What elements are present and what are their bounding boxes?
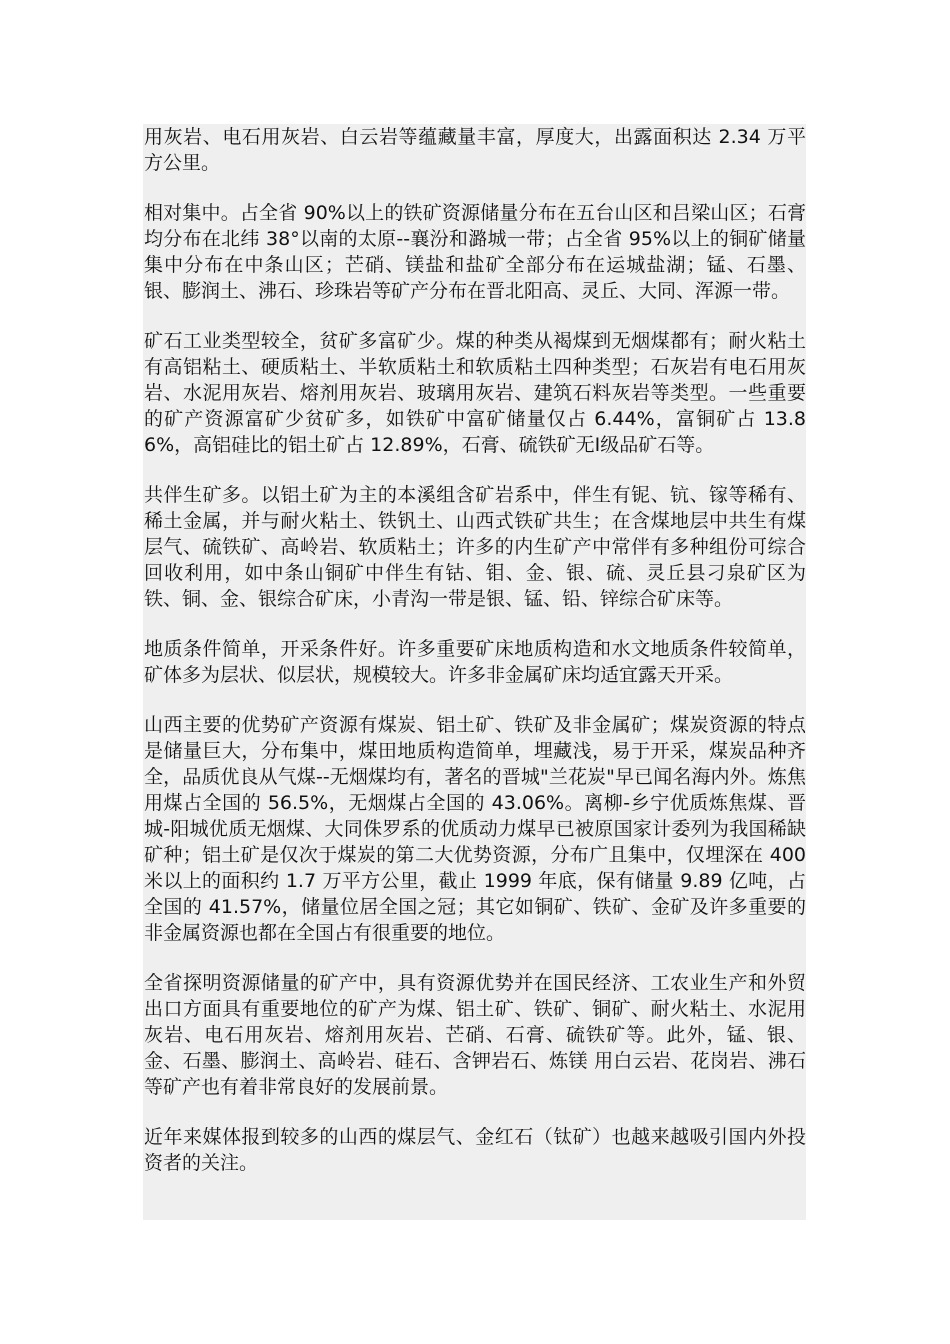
paragraph-5: 地质条件简单，开采条件好。许多重要矿床地质构造和水文地质条件较简单，矿体多为层状、似层状，规模较大。许多非金属矿床均适宜露天开采。 xyxy=(144,638,806,686)
paragraph-4: 共伴生矿多。以铝土矿为主的本溪组含矿岩系中，伴生有铌、钪、镓等稀有、稀土金属，并与耐火粘土、铁钒土、山西式铁矿共生；在含煤地层中共生有煤层气、硫铁矿、高岭岩、软质粘土；许多的内生矿产中常伴有多种组份可综合回收利用，如中条山铜矿中伴生有钴、钼、金、银、硫、灵丘县刁泉矿区为铁、铜、金、银综合矿床，小青沟一带是银、锰、铅、锌综合矿床等。 xyxy=(144,484,806,610)
paragraph-6: 山西主要的优势矿产资源有煤炭、铝土矿、铁矿及非金属矿；煤炭资源的特点是储量巨大，分布集中，煤田地质构造简单，埋藏浅，易于开采，煤炭品种齐全，品质优良从气煤--无烟煤均有，著名的晋城"兰花炭"早已闻名海内外。炼焦用煤占全国的 56.5%，无烟煤占全国的 43.06%。离柳-乡宁优质炼焦煤、晋城-阳城优质无烟煤、大同侏罗系的优质动力煤早已被原国家计委列为我国稀缺矿种；铝土矿是仅次于煤炭的第二大优势资源，分布广且集中，仅埋深在 400 米以上的面积约 1.7 万平方公里，截止 1999 年底，保有储量 9.89 亿吨，占全国的 41.57%，储量位居全国之冠；其它如铜矿、铁矿、金矿及许多重要的非金属资源也都在全国占有很重要的地位。 xyxy=(144,714,806,944)
document-page xyxy=(143,124,806,1220)
paragraph-2: 相对集中。占全省 90%以上的铁矿资源储量分布在五台山区和吕梁山区；石膏均分布在北纬 38°以南的太原--襄汾和潞城一带；占全省 95%以上的铜矿储量集中分布在中条山区；芒硝、镁盐和盐矿全部分布在运城盐湖；锰、石墨、银、膨润土、沸石、珍珠岩等矿产分布在晋北阳高、灵丘、大同、浑源一带。 xyxy=(144,202,806,302)
paragraph-1: 用灰岩、电石用灰岩、白云岩等蕴藏量丰富，厚度大，出露面积达 2.34 万平方公里。 xyxy=(144,126,806,174)
paragraph-7: 全省探明资源储量的矿产中，具有资源优势并在国民经济、工农业生产和外贸出口方面具有重要地位的矿产为煤、铝土矿、铁矿、铜矿、耐火粘土、水泥用灰岩、电石用灰岩、熔剂用灰岩、芒硝、石膏、硫铁矿等。此外，锰、银、金、石墨、膨润土、高岭岩、硅石、含钾岩石、炼镁 用白云岩、花岗岩、沸石等矿产也有着非常良好的发展前景。 xyxy=(144,972,806,1098)
paragraph-8: 近年来媒体报到较多的山西的煤层气、金红石（钛矿）也越来越吸引国内外投资者的关注。 xyxy=(144,1126,806,1174)
paragraph-3: 矿石工业类型较全，贫矿多富矿少。煤的种类从褐煤到无烟煤都有；耐火粘土有高铝粘土、硬质粘土、半软质粘土和软质粘土四种类型；石灰岩有电石用灰岩、水泥用灰岩、熔剂用灰岩、玻璃用灰岩、建筑石料灰岩等类型。一些重要的矿产资源富矿少贫矿多，如铁矿中富矿储量仅占 6.44%，富铜矿占 13.86%，高铝硅比的铝土矿占 12.89%，石膏、硫铁矿无Ⅰ级品矿石等。 xyxy=(144,330,806,456)
